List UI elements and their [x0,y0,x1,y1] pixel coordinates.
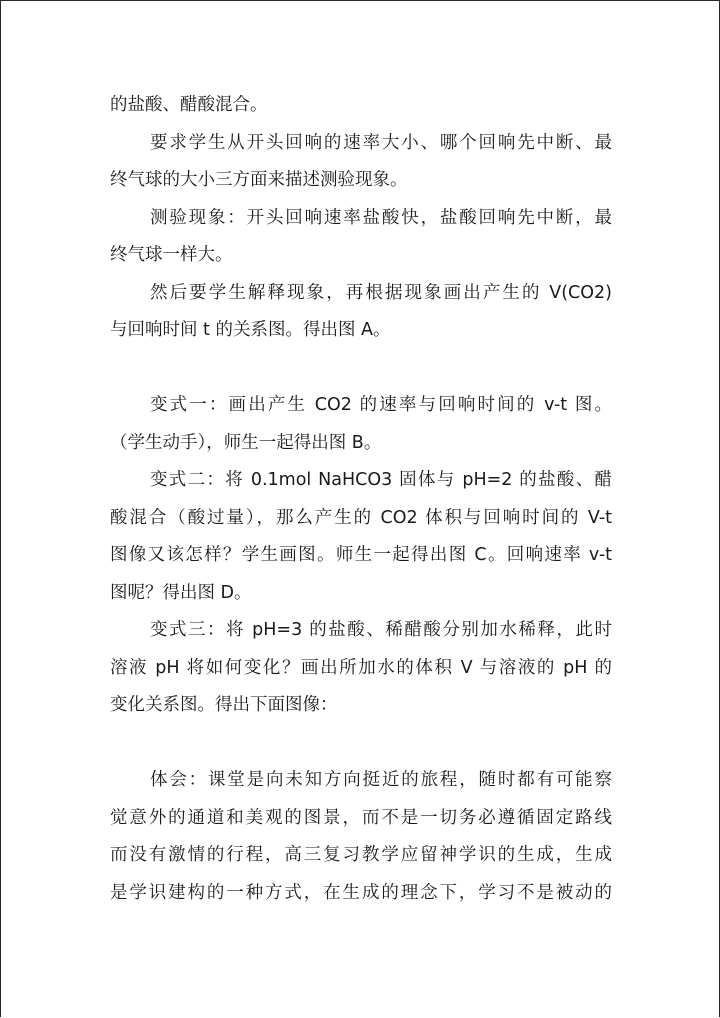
text-line: 酸混合（酸过量），那么产生的 CO2 体积与回响时间的 V-t [110,507,612,528]
text-line: 图像又该怎样？学生画图。师生一起得出图 C。回响速率 v-t [110,545,612,565]
text-line: 变式三：将 pH=3 的盐酸、稀醋酸分别加水稀释，此时 [150,620,612,640]
text-line: 觉意外的通道和美观的图景，而不是一切务必遵循固定路线 [110,807,612,828]
text-line: 变式一：画出产生 CO2 的速率与回响时间的 v-t 图。 [150,395,612,415]
text-line: 图呢？得出图 D。 [110,582,252,603]
text-line: 终气球一样大。 [110,245,233,265]
text-line: 变化关系图。得出下面图像： [110,695,338,715]
text-line: 与回响时间 t 的关系图。得出图 A。 [110,320,391,340]
paragraph-gap [110,350,612,388]
document-body [110,87,612,912]
text-line: 要求学生从开头回响的速率大小、哪个回响先中断、最 [150,132,612,153]
text-line: 然后要学生解释现象，再根据现象画出产生的 V(CO2) [150,282,612,303]
text-line: （学生动手），师生一起得出图 B。 [110,432,382,453]
text-line: 的盐酸、醋酸混合。 [110,95,268,115]
text-line: 测验现象：开头回响速率盐酸快，盐酸回响先中断，最 [150,207,612,228]
text-line: 体会：课堂是向未知方向挺近的旅程，随时都有可能察 [150,770,612,790]
text-line: 而没有激情的行程，高三复习教学应留神学识的生成，生成 [110,845,612,865]
text-line: 是学识建构的一种方式，在生成的理念下，学习不是被动的 [110,882,612,903]
text-line: 变式二：将 0.1mol NaHCO3 固体与 pH=2 的盐酸、醋 [150,470,612,490]
text-line: 溶液 pH 将如何变化？画出所加水的体积 V 与溶液的 pH 的 [110,657,612,678]
paragraph-gap [110,725,612,763]
text-line: 终气球的大小三方面来描述测验现象。 [110,170,408,190]
